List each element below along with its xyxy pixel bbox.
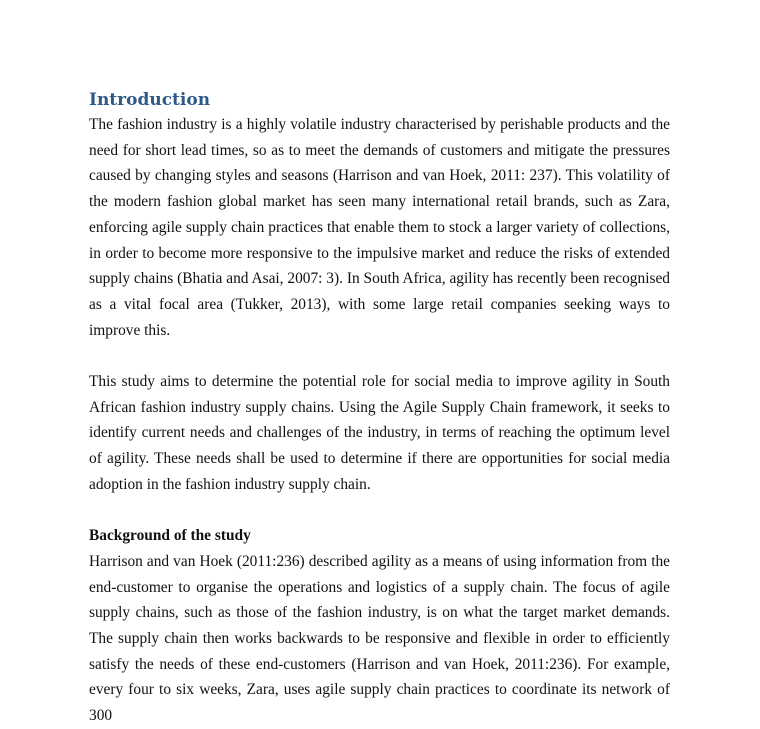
intro-paragraph-1: The fashion industry is a highly volatile industry characterised by perishable products and the need for short lead times, so as to meet the demands of customers and mitigate the pressures caused by changing styles and seasons (Harrison and van Hoek, 2011: 237). This volatility of the modern fashion global market has seen many international retail brands, such as Zara, enforcing agile supply chain practices that enable them to stock a larger variety of collections, in order to become more responsive to the impulsive market and reduce the risks of extended supply chains (Bhatia and Asai, 2007: 3). In South Africa, agility has recently been recognised as a vital focal area (Tukker, 2013), with some large retail companies seeking ways to improve this. xyxy=(89,116,670,339)
paragraph-spacer xyxy=(89,343,670,369)
section-subheading-background: Background of the study xyxy=(89,527,251,545)
intro-paragraph-2: This study aims to determine the potential role for social media to improve agility in South African fashion industry supply chains. Using the Agile Supply Chain framework, it seeks to identify current needs and challenges of the industry, in terms of reaching the optimum level of agility. These needs shall be used to determine if there are opportunities for social media adoption in the fashion industry supply chain. xyxy=(89,373,670,493)
section-heading-introduction: Introduction xyxy=(89,90,211,110)
document-body xyxy=(89,88,670,729)
paragraph-spacer xyxy=(89,498,670,524)
background-paragraph: Harrison and van Hoek (2011:236) described agility as a means of using information from the end-customer to organise the operations and logistics of a supply chain. The focus of agile supply chains, such as those of the fashion industry, is on what the target market demands. The supply chain then works backwards to be responsive and flexible in order to efficiently satisfy the needs of these end-customers (Harrison and van Hoek, 2011:236). For example, every four to six weeks, Zara, uses agile supply chain practices to coordinate its network of 300 xyxy=(89,552,670,725)
